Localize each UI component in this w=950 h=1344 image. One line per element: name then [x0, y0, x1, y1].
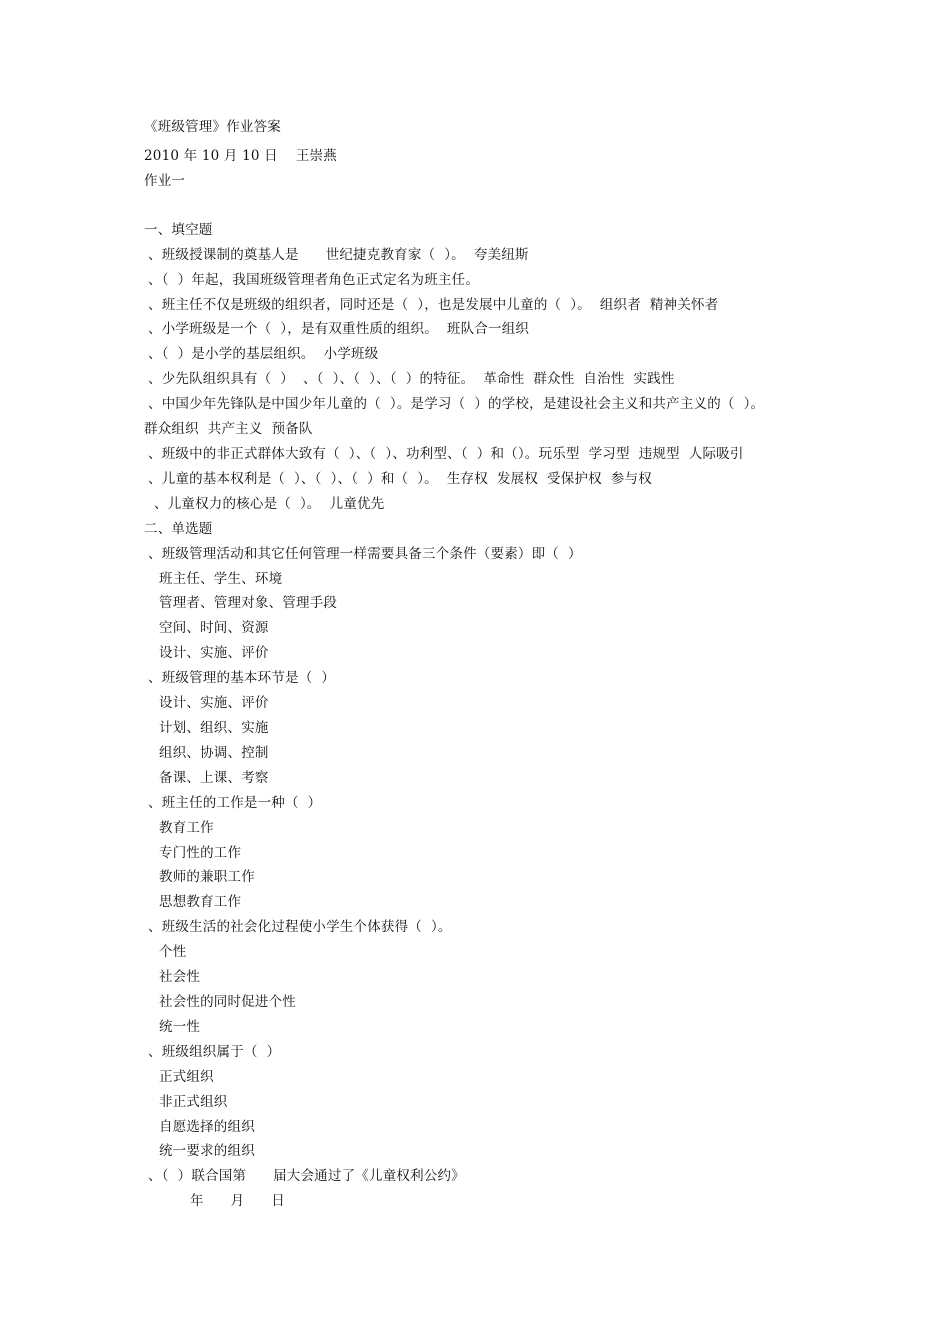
question-option: 社会性: [159, 969, 201, 985]
date-author-line: 2010 年 10 月 10 日 王崇燕: [144, 148, 337, 164]
fill-in-item: 、（ ）是小学的基层组织。 小学班级: [148, 346, 379, 362]
fill-in-item: 、班级中的非正式群体大致有（ ）、（ ）、功利型、（ ）和（）。玩乐型 学习型 违规型 人际吸引: [148, 446, 744, 462]
question-option: 专门性的工作: [159, 845, 242, 861]
question-stem: 、班级管理的基本环节是（ ）: [148, 670, 336, 686]
fill-in-item-continuation: 群众组织 共产主义 预备队: [144, 421, 313, 437]
question-option: 思想教育工作: [159, 894, 242, 910]
fill-in-item: 、中国少年先锋队是中国少年儿童的（ ）。是学习（ ）的学校，是建设社会主义和共产主义的（ ）。: [148, 396, 765, 412]
question-option: 统一性: [159, 1019, 201, 1035]
question-option: 年 月 日: [190, 1193, 285, 1209]
question-option: 统一要求的组织: [159, 1143, 255, 1159]
fill-in-item: 、班主任不仅是班级的组织者，同时还是（ ），也是发展中儿童的（ ）。 组织者 精神关怀者: [148, 297, 719, 313]
fill-in-item: 、少先队组织具有（ ） 、（ ）、（ ）、（ ）的特征。 革命性 群众性 自治性 实践性: [148, 371, 675, 387]
question-option: 备课、上课、考察: [159, 770, 269, 786]
document-title: 《班级管理》作业答案: [144, 119, 281, 135]
section-heading-single-choice: 二、单选题: [144, 521, 213, 537]
fill-in-item: 、儿童权力的核心是（ ）。 儿童优先: [154, 496, 385, 512]
question-option: 教育工作: [159, 820, 214, 836]
fill-in-item: 、（ ）年起，我国班级管理者角色正式定名为班主任。: [148, 272, 480, 288]
question-stem: 、班主任的工作是一种（ ）: [148, 795, 322, 811]
question-option: 班主任、学生、环境: [159, 571, 283, 587]
question-stem: 、班级组织属于（ ）: [148, 1044, 281, 1060]
question-stem: 、班级管理活动和其它任何管理一样需要具备三个条件（要素）即（ ）: [148, 546, 582, 562]
question-option: 设计、实施、评价: [159, 695, 269, 711]
question-option: 计划、组织、实施: [159, 720, 269, 736]
question-option: 设计、实施、评价: [159, 645, 269, 661]
fill-in-item: 、儿童的基本权利是（ ）、（ ）、（ ）和（ ）。 生存权 发展权 受保护权 参与权: [148, 471, 652, 487]
question-option: 管理者、管理对象、管理手段: [159, 595, 338, 611]
question-option: 社会性的同时促进个性: [159, 994, 296, 1010]
question-option: 个性: [159, 944, 187, 960]
question-option: 自愿选择的组织: [159, 1119, 255, 1135]
fill-in-item: 、班级授课制的奠基人是 世纪捷克教育家（ ）。 夸美纽斯: [148, 247, 529, 263]
question-option: 教师的兼职工作: [159, 869, 255, 885]
section-heading-fill-in: 一、填空题: [144, 222, 213, 238]
assignment-label: 作业一: [144, 173, 186, 189]
question-stem: 、班级生活的社会化过程使小学生个体获得（ ）。: [148, 919, 452, 935]
question-option: 正式组织: [159, 1069, 214, 1085]
fill-in-item: 、小学班级是一个（ ），是有双重性质的组织。 班队合一组织: [148, 321, 530, 337]
question-option: 非正式组织: [159, 1094, 228, 1110]
question-stem: 、（ ）联合国第 届大会通过了《儿童权利公约》: [148, 1168, 465, 1184]
question-option: 空间、时间、资源: [159, 620, 269, 636]
question-option: 组织、协调、控制: [159, 745, 269, 761]
